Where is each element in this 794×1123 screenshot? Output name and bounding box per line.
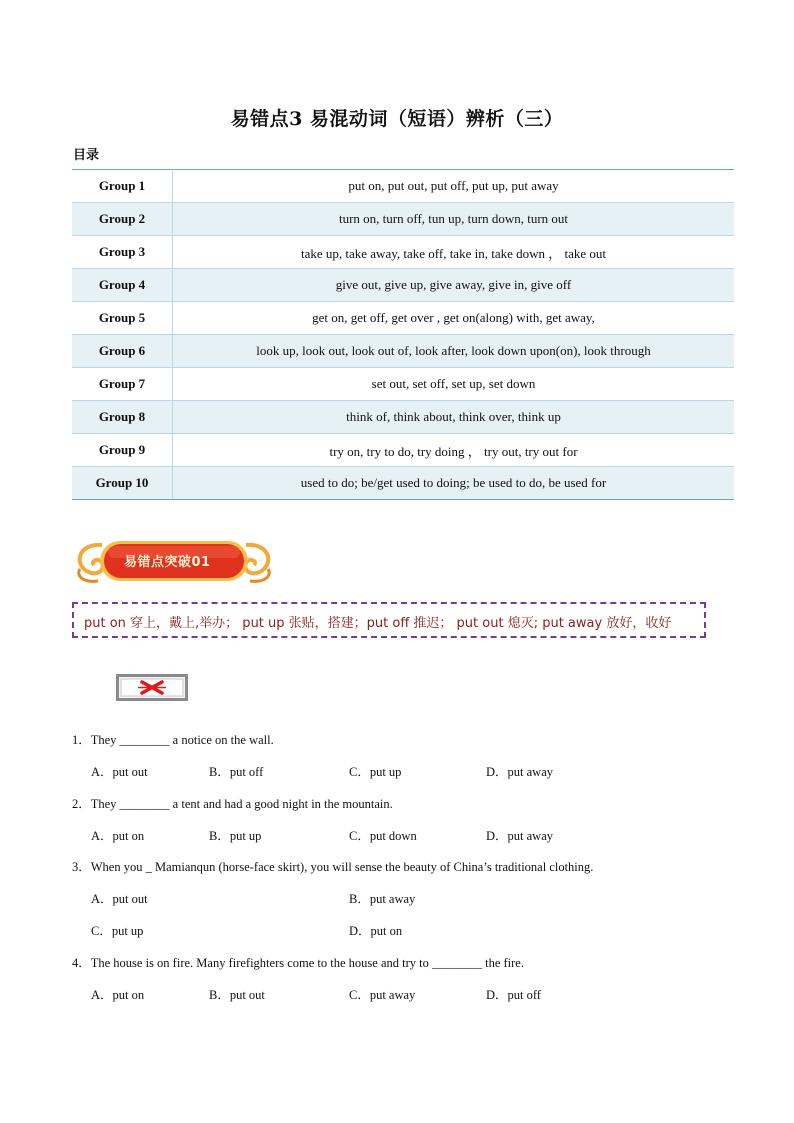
option-a: A．put on xyxy=(91,829,145,843)
note-box xyxy=(72,602,706,638)
group-cell: Group 1 xyxy=(72,170,173,203)
option-c: C．put up xyxy=(349,765,402,779)
section-badge xyxy=(72,537,276,587)
page-title: 易错点3 易混动词（短语）辨析（三） xyxy=(230,108,564,130)
option-c: C．put up xyxy=(91,924,144,938)
phrases-cell: try on, try to do, try doing ， try out, try out for xyxy=(173,434,735,467)
group-cell: Group 6 xyxy=(72,335,173,368)
question-stem: 2．They ________ a tent and had a good night in the mountain. xyxy=(72,797,393,811)
group-cell: Group 3 xyxy=(72,236,173,269)
option-b: B．put away xyxy=(349,892,416,906)
question-stem: 1．They ________ a notice on the wall. xyxy=(72,733,274,747)
phrases-cell: put on, put out, put off, put up, put away xyxy=(173,170,735,203)
group-cell: Group 9 xyxy=(72,434,173,467)
option-c: C．put down xyxy=(349,829,417,843)
option-b: B．put up xyxy=(209,829,262,843)
toc-label: 目录 xyxy=(73,148,100,163)
phrases-cell: used to do; be/get used to doing; be used to do, be used for xyxy=(173,467,735,500)
group-cell: Group 10 xyxy=(72,467,173,500)
table-row xyxy=(72,368,734,401)
phrases-cell: get on, get off, get over , get on(along) with, get away, xyxy=(173,302,735,335)
option-d: D．put on xyxy=(349,924,403,938)
table-row xyxy=(72,467,734,500)
table-row xyxy=(72,434,734,467)
table-row xyxy=(72,236,734,269)
question-stem: 3．When you _ Mamianqun (horse-face skirt), you will sense the beauty of China’s traditional clothing. xyxy=(72,860,594,874)
phrases-cell: give out, give up, give away, give in, give off xyxy=(173,269,735,302)
phrases-cell: set out, set off, set up, set down xyxy=(173,368,735,401)
option-a: A．put out xyxy=(91,765,148,779)
note-text: put on 穿上，戴上,举办； put up 张贴，搭建；put off 推迟； put out 熄灭; put away 放好，收好 xyxy=(84,616,672,631)
group-cell: Group 8 xyxy=(72,401,173,434)
table-row xyxy=(72,302,734,335)
option-b: B．put off xyxy=(209,765,264,779)
option-b: B．put out xyxy=(209,988,265,1002)
question-stem: 4．The house is on fire. Many firefighters come to the house and try to ________ the fire. xyxy=(72,956,524,970)
group-cell: Group 7 xyxy=(72,368,173,401)
group-cell: Group 2 xyxy=(72,203,173,236)
badge-label: 易错点突破01 xyxy=(124,555,211,570)
option-d: D．put off xyxy=(486,988,541,1002)
table-row xyxy=(72,269,734,302)
option-d: D．put away xyxy=(486,765,553,779)
option-a: A．put out xyxy=(91,892,148,906)
option-d: D．put away xyxy=(486,829,553,843)
group-cell: Group 5 xyxy=(72,302,173,335)
option-a: A．put on xyxy=(91,988,145,1002)
phrases-cell: look up, look out, look out of, look after, look down upon(on), look through xyxy=(173,335,735,368)
phrases-cell: turn on, turn off, tun up, turn down, turn out xyxy=(173,203,735,236)
table-row xyxy=(72,170,734,203)
table-row xyxy=(72,203,734,236)
option-c: C．put away xyxy=(349,988,416,1002)
group-cell: Group 4 xyxy=(72,269,173,302)
toc-table xyxy=(72,169,734,500)
phrases-cell: think of, think about, think over, think up xyxy=(173,401,735,434)
phrases-cell: take up, take away, take off, take in, take down ， take out xyxy=(173,236,735,269)
table-row xyxy=(72,401,734,434)
wrong-mark-icon xyxy=(116,674,188,701)
table-row xyxy=(72,335,734,368)
